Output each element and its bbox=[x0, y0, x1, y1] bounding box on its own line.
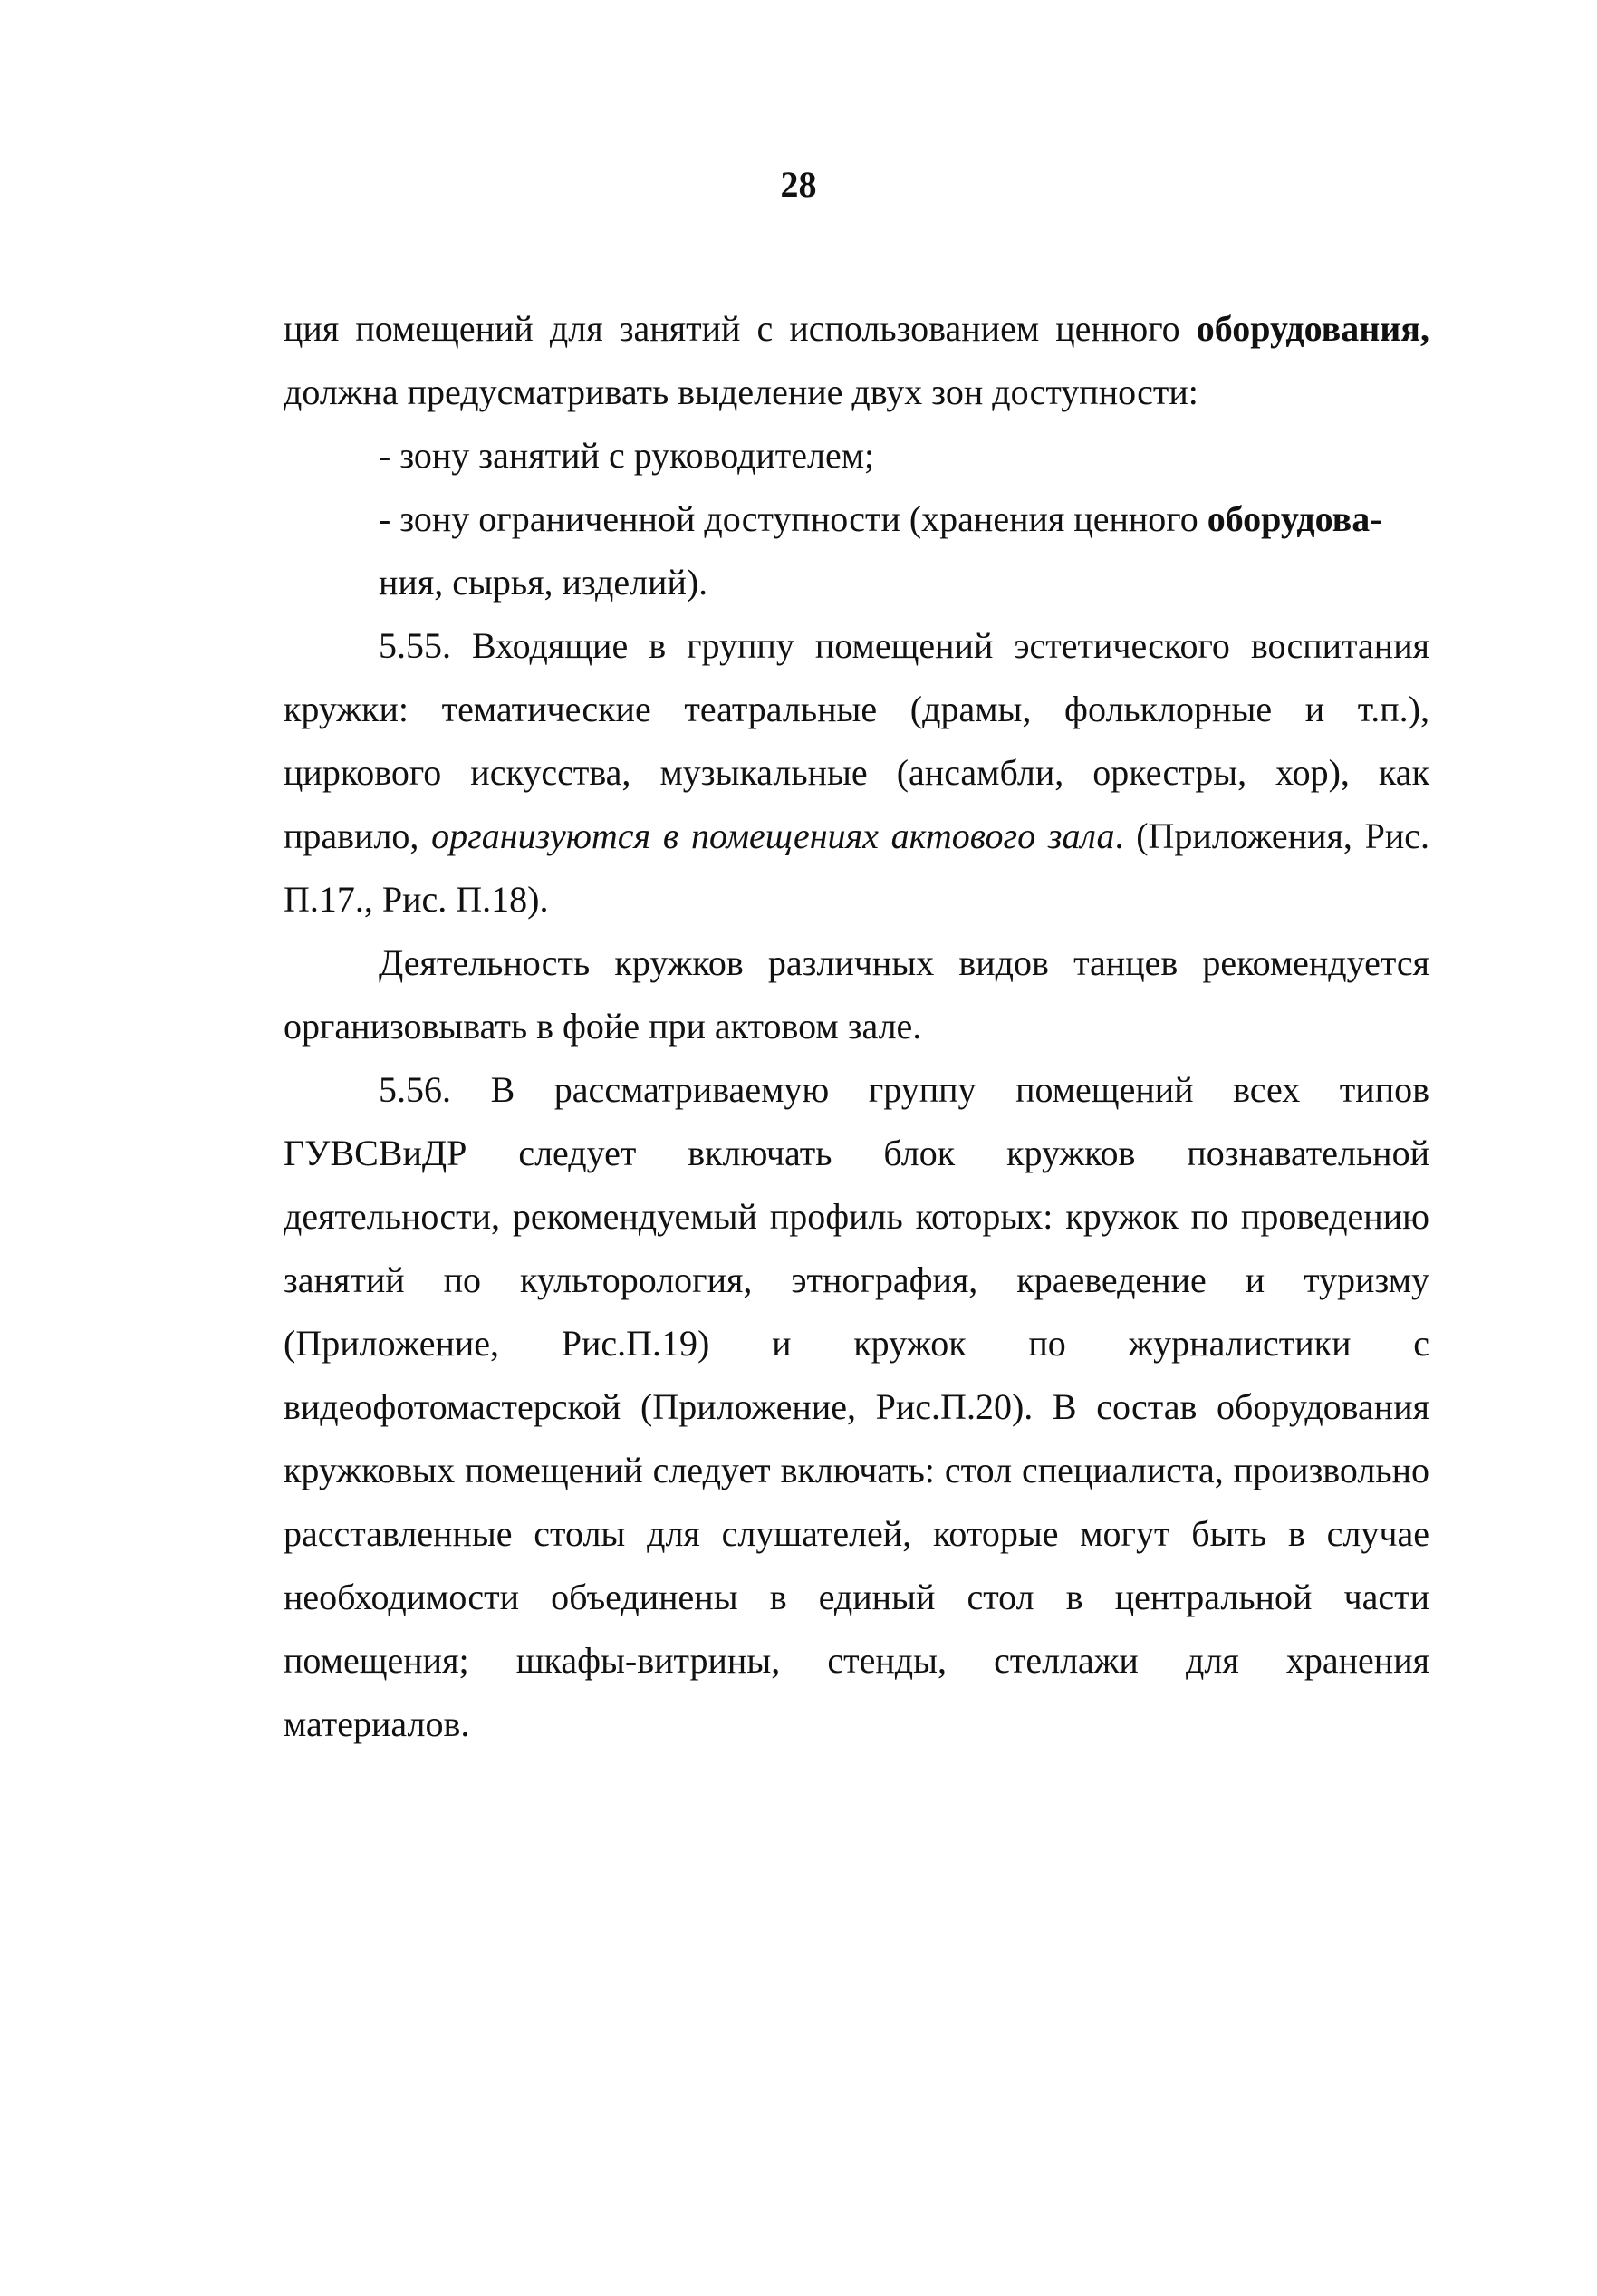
list-item-text: - зону ограниченной доступности (хранения ценного bbox=[379, 498, 1207, 539]
paragraph-text: 5.55. Входящие в группу помещений эстетического воспитания кружки: тематические театральные (драмы, фольклорные и т.п.), циркового искусства, музыкальные (ансамбли, оркестры, хор), как правило, bbox=[284, 625, 1429, 856]
paragraph-5-56: 5.56. В рассматриваемую группу помещений всех типов ГУВСВиДР следует включать блок кружков познавательной деятельности, рекомендуемый профиль которых: кружок по проведению занятий по культорология, этнография, краеведение и туризму (Приложение, Рис.П.19) и кружок по журналистики с видеофотомастерской (Приложение, Рис.П.20). В состав оборудования кружковых помещений следует включать: стол специалиста, произвольно расставленные столы для слушателей, которые могут быть в случае необходимости объединены в единый стол в центральной части помещения; шкафы-витрины, стенды, стеллажи для хранения материалов. bbox=[284, 1069, 1429, 1744]
paragraph-text-italic: организуются в помещениях актового зала bbox=[431, 815, 1115, 856]
paragraph-dance: Деятельность кружков различных видов танцев рекомендуется организовывать в фойе при актовом зале. bbox=[284, 942, 1429, 1047]
document-body bbox=[284, 297, 1429, 1756]
paragraph-continuation bbox=[284, 297, 1429, 424]
list-item bbox=[284, 487, 1429, 551]
paragraph-text: должна предусматривать выделение двух зон доступности: bbox=[284, 371, 1198, 412]
paragraph-text: . (Приложения, Рис. П.17., Рис. П.18). bbox=[284, 815, 1430, 920]
paragraph-text: ция помещений для занятий с использованием ценного bbox=[284, 308, 1197, 349]
paragraph-text-bold: оборудования, bbox=[1196, 308, 1429, 349]
page-number: 28 bbox=[780, 164, 817, 205]
list-item-continuation: ния, сырья, изделий). bbox=[379, 562, 708, 603]
list-item: - зону занятий с руководителем; bbox=[379, 435, 875, 476]
paragraph-5-55 bbox=[284, 614, 1429, 931]
list-item-text-bold: оборудова- bbox=[1207, 498, 1382, 539]
